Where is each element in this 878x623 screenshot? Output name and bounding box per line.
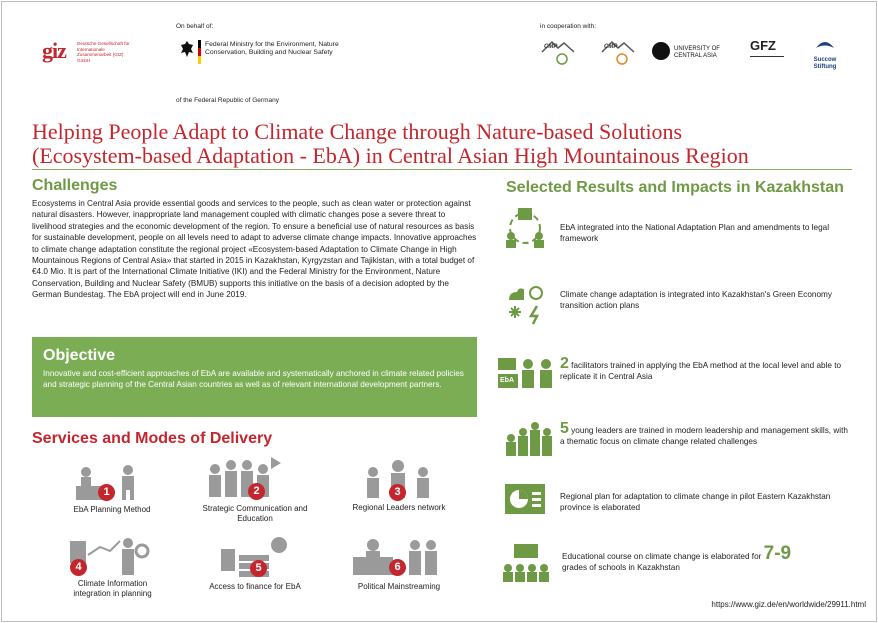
- service-label-3: Regional Leaders network: [352, 503, 446, 512]
- result-2-text: Climate change adaptation is integrated into Kazakhstan's Green Economy transition action plans: [560, 290, 832, 310]
- cmp-logo-1: [540, 38, 580, 66]
- title-divider: [32, 169, 852, 170]
- objective-text: Innovative and cost-efficient approaches of EbA are available and systematically anchored in climate related policies and strategic planning of the Central Asian countries as well as of relevant international development partners.: [43, 369, 464, 390]
- uca-logo: [652, 40, 742, 68]
- mountain-icon: [540, 38, 580, 66]
- succow-logo: [805, 36, 845, 68]
- service-item-2: [200, 455, 310, 525]
- cmp-text-1: CMP: [544, 44, 558, 50]
- eagle-icon: [180, 40, 194, 58]
- german-flag-bar: [198, 40, 201, 64]
- service-item-5: [200, 535, 310, 595]
- service-item-6: [343, 535, 455, 595]
- facilitators-count: 2: [560, 355, 569, 372]
- result-4-desc: young leaders are trained in modern leadership and management skills, with a thematic focus on climate change related challenges: [560, 426, 848, 446]
- leaders-count: 5: [560, 420, 569, 437]
- mountain-icon: [600, 38, 640, 66]
- result-6-desc-b: grades of schools in Kazakhstan: [562, 563, 680, 572]
- service-label-6: Political Mainstreaming: [357, 582, 441, 591]
- cooperation-label: in cooperation with:: [540, 23, 597, 30]
- services-heading: Services and Modes of Delivery: [32, 430, 273, 447]
- footer-url[interactable]: https://www.giz.de/en/worldwide/29911.html: [711, 600, 866, 609]
- succow-text: Succow Stiftung: [813, 57, 837, 70]
- page-frame: [1, 1, 877, 622]
- service-label-5: Access to finance for EbA: [209, 582, 301, 591]
- giz-logo: giz: [42, 38, 66, 63]
- education-course-icon: [500, 544, 552, 584]
- service-label-4: Climate Information integration in planning: [73, 579, 152, 598]
- service-item-3: [343, 458, 455, 518]
- communication-group-icon: [205, 455, 285, 500]
- result-5-text: Regional plan for adaptation to climate change in pilot Eastern Kazakhstan province is elaborated: [560, 492, 831, 512]
- service-number-6: 6: [389, 559, 406, 576]
- result-3-text: [560, 355, 850, 382]
- objective-heading: Objective: [43, 347, 116, 364]
- result-3-desc: facilitators trained in applying the EbA method at the local level and able to replicate it in Central Asia: [560, 361, 842, 381]
- service-number-2: 2: [248, 483, 265, 500]
- cmp-logo-2: [600, 38, 640, 66]
- ministry-name: Federal Ministry for the Environment, Nature Conservation, Building and Nuclear Safety: [205, 41, 339, 56]
- result-6-desc-a: Educational course on climate change is elaborated for: [562, 552, 764, 561]
- service-label-1: EbA Planning Method: [73, 505, 151, 514]
- title-line-2: (Ecosystem-based Adaptation - EbA) in Central Asian High Mountainous Region: [32, 143, 749, 168]
- plan-chart-icon: [505, 484, 545, 514]
- gfz-text: GFZ: [750, 38, 776, 53]
- young-leaders-icon: [503, 418, 555, 458]
- uca-name: UNIVERSITY OF CENTRAL ASIA: [674, 46, 720, 59]
- on-behalf-label: On behalf of:: [176, 23, 214, 30]
- facilitators-icon: [498, 354, 556, 390]
- service-item-4: [60, 535, 165, 605]
- grades-range: 7-9: [763, 543, 792, 564]
- result-6-text: [562, 543, 852, 573]
- bird-icon: [814, 36, 836, 52]
- gfz-logo: [750, 38, 790, 68]
- challenges-text: Ecosystems in Central Asia provide essential goods and services to the people, such as clean water or protection against natural disasters. However, inappropriate land management coupled with climatic changes pose a severe threat to livelihood strategies and the economic development of the region. To ensure a beneficial use of natural resources as basis for sustainable development, people on all levels need to adapt to adverse climate change impacts. Innovative approaches to climate change adaptation constitute the regional project «Ecosystem-based Adaptation to Climate Change in High Mountainous Regions of Central Asia» that started in 2015 in Kazakhstan, Kyrgyzstan and Tajikistan, with a total budget of €4.0 Mio. It is part of the International Climate Initiative (IKI) and the Federal Ministry for the Environment, Nature Conservation, Building and Nuclear Safety (BMUB) supports this initiative on the basis of a decision adopted by the German Bundestag. The EbA project will end in June 2019.: [32, 199, 477, 300]
- cmp-text-2: CMP: [604, 44, 618, 50]
- results-heading: Selected Results and Impacts in Kazakhstan: [506, 179, 844, 196]
- eba-icon-label: EbA: [500, 377, 514, 384]
- objective-box: [32, 337, 477, 417]
- giz-name: Deutsche Gesellschaft für Internationale Zusammenarbeit (GIZ) GmbH: [77, 41, 130, 63]
- climate-weather-icon: [503, 282, 547, 326]
- integration-people-icon: [503, 208, 547, 248]
- uca-emblem-icon: [652, 42, 670, 60]
- result-1-text: EbA integrated into the National Adaptation Plan and amendments to legal framework: [560, 223, 830, 243]
- federal-republic-label: of the Federal Republic of Germany: [176, 97, 279, 104]
- page-title: [32, 120, 852, 168]
- service-number-5: 5: [250, 560, 267, 577]
- challenges-heading: Challenges: [32, 177, 118, 194]
- service-number-4: 4: [70, 559, 87, 576]
- service-number-3: 3: [389, 484, 406, 501]
- title-line-1: Helping People Adapt to Climate Change through Nature-based Solutions: [32, 119, 683, 144]
- result-4-text: [560, 420, 852, 447]
- facilitators-icon-group: [498, 354, 556, 390]
- service-item-1: [62, 460, 162, 520]
- service-number-1: 1: [98, 484, 115, 501]
- service-label-2: Strategic Communication and Education: [202, 504, 308, 523]
